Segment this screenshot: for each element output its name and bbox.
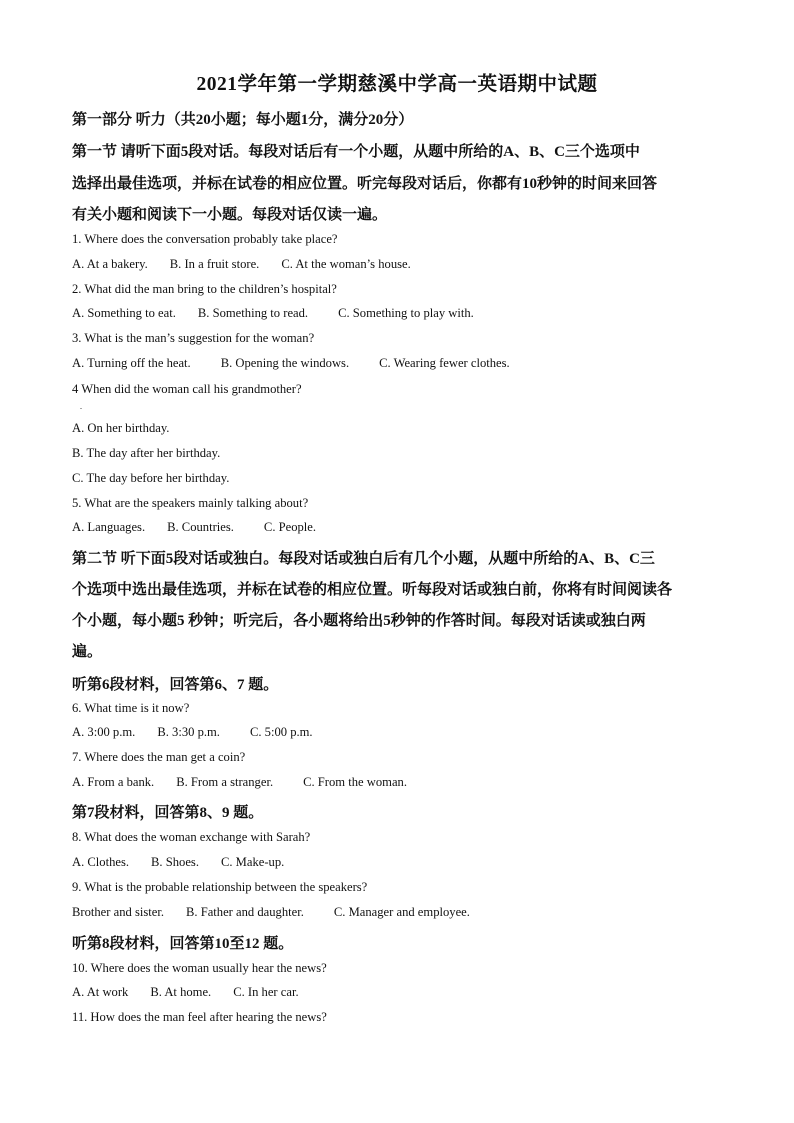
question-2-option-c[interactable]: C. Something to play with.: [338, 306, 474, 320]
question-3-option-a[interactable]: A. Turning off the heat.: [72, 356, 191, 370]
question-3-options: [72, 356, 510, 371]
question-4-option-b[interactable]: B. The day after her birthday.: [72, 446, 221, 460]
question-8-stem: 8. What does the woman exchange with Sarah?: [72, 830, 311, 844]
question-6-option-c[interactable]: C. 5:00 p.m.: [249, 725, 313, 739]
question-5-stem: 5. What are the speakers mainly talking about?: [72, 496, 309, 510]
question-10-options: [72, 985, 299, 1000]
question-6-options: [72, 725, 313, 740]
question-9-option-b[interactable]: B. Father and daughter.: [186, 905, 304, 919]
question-6-option-b[interactable]: B. 3:30 p.m.: [157, 725, 220, 739]
question-10-option-c[interactable]: C. In her car.: [233, 985, 299, 999]
question-2-option-a[interactable]: A. Something to eat.: [72, 306, 176, 320]
question-7-stem: 7. Where does the man get a coin?: [72, 750, 246, 764]
material-6-heading: 听第6段材料，回答第6、7 题。: [72, 677, 279, 693]
question-8-option-a[interactable]: A. Clothes.: [72, 855, 130, 869]
section1-instruction-line3: 有关小题和阅读下一小题。每段对话仅读一遍。: [72, 207, 388, 223]
question-4-option-a[interactable]: A. On her birthday.: [72, 421, 170, 435]
question-7-option-c[interactable]: C. From the woman.: [303, 775, 407, 789]
stray-dot: .: [80, 402, 82, 411]
section1-instruction-line2: 选择出最佳选项，并标在试卷的相应位置。听完每段对话后，你都有10秒钟的时间来回答: [72, 176, 658, 192]
material-8-heading: 听第8段材料，回答第10至12 题。: [72, 936, 294, 952]
section2-instruction-line3: 个小题，每小题5 秒钟；听完后，各小题将给出5秒钟的作答时间。每段对话读或独白两: [72, 613, 646, 629]
question-5-option-b[interactable]: B. Countries.: [167, 520, 234, 534]
question-5-options: [72, 520, 316, 535]
question-5-option-c[interactable]: C. People.: [263, 520, 317, 534]
question-3-stem: 3. What is the man’s suggestion for the woman?: [72, 331, 315, 345]
question-2-stem: 2. What did the man bring to the children’s hospital?: [72, 282, 337, 296]
section2-instruction-line1: 第二节 听下面5段对话或独白。每段对话或独白后有几个小题，从题中所给的A、B、C三: [72, 551, 655, 567]
question-7-option-b[interactable]: B. From a stranger.: [176, 775, 274, 789]
question-8-options: [72, 855, 284, 870]
question-1-stem: 1. Where does the conversation probably take place?: [72, 232, 338, 246]
question-9-option-a[interactable]: Brother and sister.: [72, 905, 164, 919]
exam-title: 2021学年第一学期慈溪中学高一英语期中试题: [196, 74, 598, 95]
question-2-options: [72, 306, 474, 321]
section2-instruction-line2: 个选项中选出最佳选项，并标在试卷的相应位置。听每段对话或独白前，你将有时间阅读各: [72, 582, 673, 598]
question-9-stem: 9. What is the probable relationship between the speakers?: [72, 880, 368, 894]
question-9-option-c[interactable]: C. Manager and employee.: [333, 905, 470, 919]
question-8-option-b[interactable]: B. Shoes.: [151, 855, 199, 869]
question-4-option-c[interactable]: C. The day before her birthday.: [72, 471, 230, 485]
question-8-option-c[interactable]: C. Make-up.: [220, 855, 285, 869]
question-1-option-b[interactable]: B. In a fruit store.: [169, 257, 260, 271]
question-6-stem: 6. What time is it now?: [72, 701, 190, 715]
question-1-option-a[interactable]: A. At a bakery.: [72, 257, 148, 271]
section1-instruction-line1: 第一节 请听下面5段对话。每段对话后有一个小题，从题中所给的A、B、C三个选项中: [72, 144, 640, 160]
material-7-heading: 第7段材料，回答第8、9 题。: [72, 805, 264, 821]
question-1-options: [72, 257, 411, 272]
question-9-options: [72, 905, 470, 920]
question-6-option-a[interactable]: A. 3:00 p.m.: [72, 725, 136, 739]
question-4-stem: 4 When did the woman call his grandmother?: [72, 382, 302, 396]
question-10-option-a[interactable]: A. At work: [72, 985, 129, 999]
question-3-option-b[interactable]: B. Opening the windows.: [220, 356, 350, 370]
section2-instruction-line4: 遍。: [72, 644, 103, 660]
question-2-option-b[interactable]: B. Something to read.: [197, 306, 309, 320]
question-10-stem: 10. Where does the woman usually hear the news?: [72, 961, 327, 975]
question-7-option-a[interactable]: A. From a bank.: [72, 775, 155, 789]
question-5-option-a[interactable]: A. Languages.: [72, 520, 146, 534]
question-1-option-c[interactable]: C. At the woman’s house.: [281, 257, 411, 271]
question-11-stem: 11. How does the man feel after hearing the news?: [72, 1010, 327, 1024]
question-7-options: [72, 775, 407, 790]
part1-heading: 第一部分 听力（共20小题；每小题1分，满分20分）: [72, 112, 414, 128]
question-10-option-b[interactable]: B. At home.: [150, 985, 212, 999]
question-3-option-c[interactable]: C. Wearing fewer clothes.: [379, 356, 510, 370]
